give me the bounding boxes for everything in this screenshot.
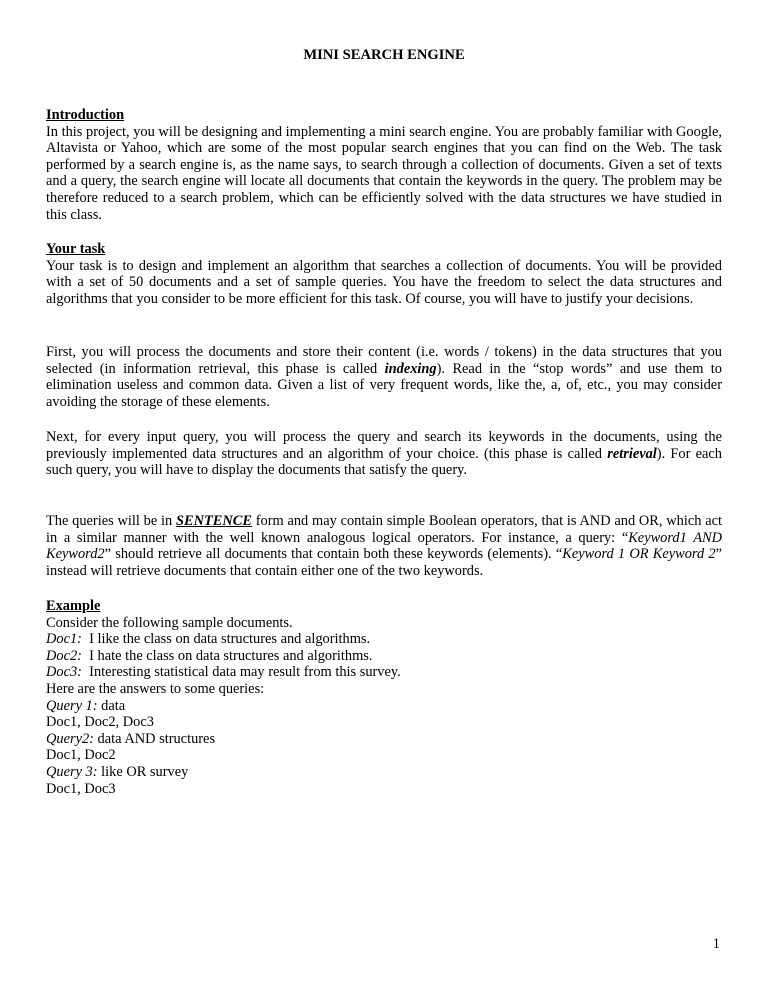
- retrieval-text-1: Next, for every input query, you will process the query and search its keywords in the documents, using the previously implemented data structures and an algorithm of your choice. (this phase is called: [46, 429, 722, 462]
- query-line: [46, 764, 722, 781]
- query-line: [46, 698, 722, 715]
- query-text: data AND structures: [93, 730, 216, 747]
- indexing-term: indexing: [384, 360, 437, 377]
- indexing-paragraph: [46, 344, 722, 410]
- introduction-paragraph: In this project, you will be designing and implementing a mini search engine. You are probably familiar with Google, Altavista or Yahoo, which are some of the most popular search engines that you can find on the Web. The task performed by a search engine is, as the name says, to search through a collection of documents. Given a set of texts and a query, the search engine will locate all documents that contain the keywords in the query. The problem may be therefore reduced to a search problem, which can be efficiently solved with the data structures we have studied in this class.: [46, 123, 722, 223]
- query-label: Query 3:: [46, 763, 98, 780]
- doc-line: [46, 648, 722, 665]
- queries-text-1: The queries will be in: [46, 513, 176, 529]
- query-text: like OR survey: [97, 763, 189, 780]
- indexing-text-1: First, you will process the documents and store their content (i.e. words / tokens) in the data structures that you selected (in information retrieval, this phase is called: [46, 344, 722, 377]
- doc-text: I hate the class on data structures and algorithms.: [81, 647, 373, 664]
- sentence-term: SENTENCE: [175, 513, 252, 529]
- query-label: Query2:: [46, 730, 94, 747]
- example-section: [46, 598, 722, 797]
- retrieval-paragraph: [46, 429, 722, 479]
- example-heading: Example: [46, 598, 101, 614]
- task-heading: Your task: [46, 241, 106, 257]
- example-intro: Consider the following sample documents.: [46, 614, 293, 631]
- doc-line: [46, 664, 722, 681]
- query-text: data: [97, 697, 126, 714]
- doc-label: Doc1:: [46, 631, 82, 648]
- doc-label: Doc2:: [46, 647, 82, 664]
- query-example-and: Keyword1 AND Keyword2: [46, 529, 722, 563]
- page-number: 1: [712, 936, 720, 952]
- doc-label: Doc3:: [46, 664, 82, 681]
- queries-text-4: ” instead will retrieve documents that contain either one of the two keywords.: [46, 546, 722, 579]
- doc-line: [46, 631, 722, 648]
- indexing-text-2: ). Read in the “stop words” and use them to elimination useless and common data. Given a list of very frequent words, like the, a, of, etc., you may consider avoiding the storage of these elements.: [46, 360, 722, 410]
- query-line: [46, 731, 722, 748]
- queries-text-2: form and may contain simple Boolean operators, that is AND and OR, which act in a similar manner with the well known analogous logical operators. For instance, a query: “: [46, 513, 722, 546]
- queries-paragraph: [46, 513, 722, 579]
- doc-text: I like the class on data structures and algorithms.: [81, 631, 371, 648]
- doc-text: Interesting statistical data may result from this survey.: [81, 664, 401, 681]
- task-section: [46, 241, 722, 307]
- page-title: MINI SEARCH ENGINE: [303, 47, 465, 63]
- queries-section: [46, 513, 722, 579]
- query-result: Doc1, Doc3: [46, 780, 116, 797]
- queries-text-3: ” should retrieve all documents that contain both these keywords (elements). “: [104, 546, 563, 563]
- retrieval-section: [46, 429, 722, 479]
- indexing-section: [46, 344, 722, 410]
- answers-intro: Here are the answers to some queries:: [46, 680, 265, 697]
- query-example-or: Keyword 1 OR Keyword 2: [562, 546, 716, 563]
- introduction-heading: Introduction: [46, 107, 125, 123]
- retrieval-term: retrieval: [607, 445, 657, 462]
- query-result: Doc1, Doc2: [46, 747, 116, 764]
- introduction-section: [46, 107, 722, 223]
- query-result: Doc1, Doc2, Doc3: [46, 714, 154, 731]
- query-label: Query 1:: [46, 697, 98, 714]
- task-paragraph: Your task is to design and implement an algorithm that searches a collection of documents. You will be provided with a set of 50 documents and a set of sample queries. You have the freedom to select the data structures and algorithms that you consider to be more efficient for this task. Of course, you will have to justify your decisions.: [46, 257, 722, 307]
- retrieval-text-2: ). For each such query, you will have to display the documents that satisfy the query.: [46, 445, 723, 479]
